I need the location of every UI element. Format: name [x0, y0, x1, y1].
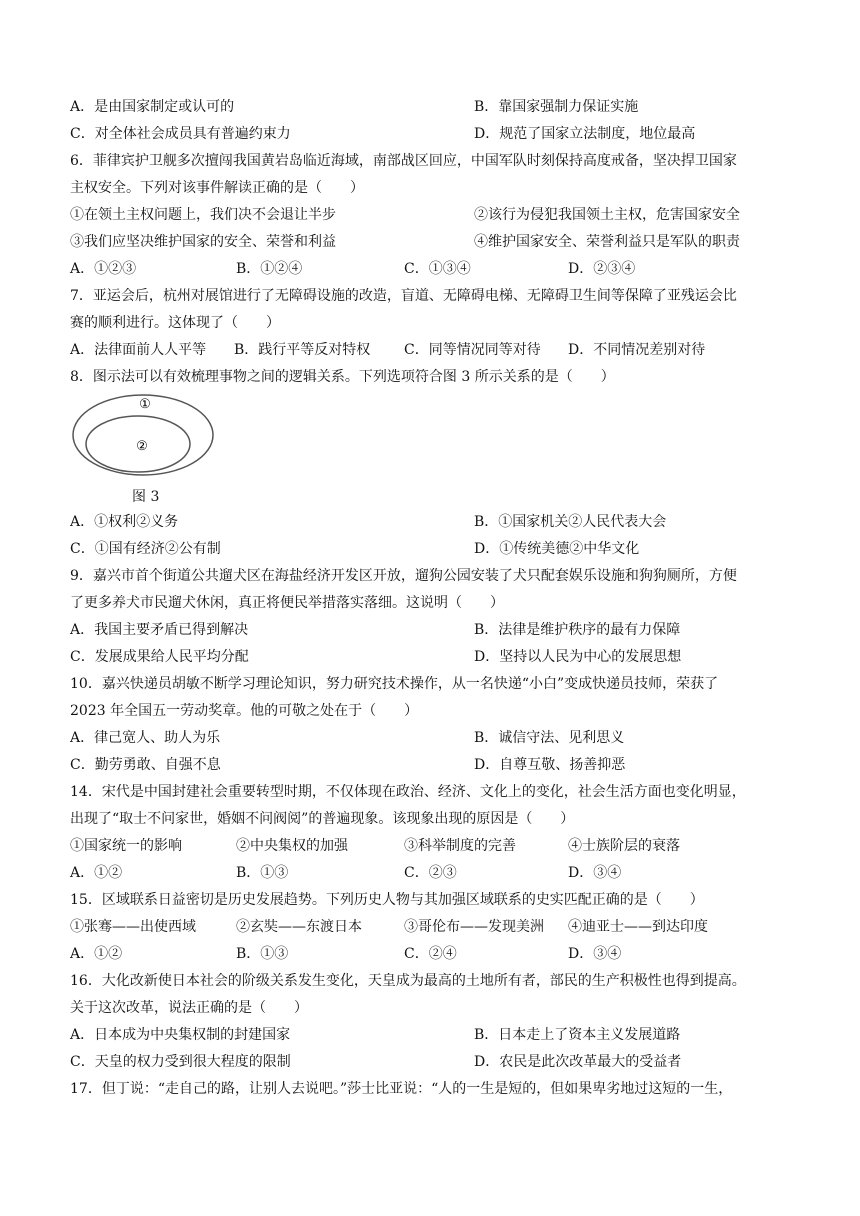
q6-statement-row-2	[70, 232, 740, 252]
q6-option-c: C．①③④	[404, 261, 471, 277]
q9-option-b: B．法律是维护秩序的最有力保障	[474, 622, 681, 638]
q6-stem-line-2: 主权安全。下列对该事件解读正确的是（ ）	[70, 180, 364, 196]
q5-option-b: B．靠国家强制力保证实施	[474, 99, 639, 115]
q9-option-d: D．坚持以人民为中心的发展思想	[474, 649, 682, 665]
q7-options	[70, 340, 706, 360]
q16-option-b: B．日本走上了资本主义发展道路	[474, 1027, 681, 1043]
q10-stem-line-1: 10．嘉兴快递员胡敏不断学习理论知识，努力研究技术操作，从一名快递“小白”变成快递员技师，荣获了	[70, 676, 719, 692]
q15-option-b: B．①③	[236, 946, 289, 962]
q7-stem-line-1: 7．亚运会后，杭州对展馆进行了无障碍设施的改造，盲道、无障碍电梯、无障碍卫生间等保障了亚残运会比	[70, 288, 737, 304]
q10-stem-line-2: 2023 年全国五一劳动奖章。他的可敬之处在于（ ）	[70, 703, 419, 719]
q15-statement-4: ④迪亚士——到达印度	[568, 919, 708, 935]
q8-option-row-1	[70, 512, 667, 532]
q5-option-c: C．对全体社会成员具有普遍约束力	[70, 126, 291, 142]
q10-option-row-1	[70, 728, 625, 748]
q14-option-a: A．①②	[70, 865, 123, 881]
q10-option-a: A．律己宽人、助人为乐	[70, 730, 221, 746]
q6-option-a: A．①②③	[70, 261, 137, 277]
q15-option-c: C．②④	[404, 946, 457, 962]
q9-stem-line-1: 9．嘉兴市首个街道公共遛犬区在海盐经济开发区开放，遛狗公园安装了犬只配套娱乐设施和狗狗厕所，方便	[70, 568, 737, 584]
q15-option-d: D．③④	[568, 946, 622, 962]
figure-label-inner: ②	[136, 439, 148, 454]
q16-option-d: D．农民是此次改革最大的受益者	[474, 1054, 682, 1070]
q17-stem-line-1: 17．但丁说：“走自己的路，让别人去说吧。”莎士比亚说：“人的一生是短的，但如果卑劣地过这短的一生，	[70, 1081, 733, 1097]
q14-option-b: B．①③	[236, 865, 289, 881]
q7-option-a: A．法律面前人人平等	[70, 342, 207, 358]
q15-options	[70, 944, 622, 964]
q9-stem-line-2: 了更多养犬市民遛犬休闲，真正将便民举措落实落细。这说明（ ）	[70, 595, 504, 611]
q14-option-c: C．②③	[404, 865, 457, 881]
q5-option-d: D．规范了国家立法制度，地位最高	[474, 126, 696, 142]
figure-label-outer: ①	[139, 397, 151, 412]
q9-option-a: A．我国主要矛盾已得到解决	[70, 622, 249, 638]
q7-option-c: C．同等情况同等对待	[404, 342, 541, 358]
q14-options	[70, 863, 622, 883]
q16-option-a: A．日本成为中央集权制的封建国家	[70, 1027, 291, 1043]
q16-option-row-1	[70, 1025, 681, 1045]
q6-statement-1: ①在领土主权问题上，我们决不会退让半步	[70, 207, 336, 223]
q6-option-d: D．②③④	[568, 261, 636, 277]
q16-option-row-2	[70, 1052, 682, 1072]
q15-option-a: A．①②	[70, 946, 123, 962]
q6-stem-line-1: 6．菲律宾护卫舰多次擅闯我国黄岩岛临近海域，南部战区回应，中国军队时刻保持高度戒备，坚决捍卫国家	[70, 153, 737, 169]
q8-option-d: D．①传统美德②中华文化	[474, 541, 640, 557]
q9-option-c: C．发展成果给人民平均分配	[70, 649, 249, 665]
q7-option-b: B．践行平等反对特权	[234, 342, 371, 358]
q6-statement-2: ②该行为侵犯我国领土主权，危害国家安全	[474, 207, 740, 223]
q14-option-d: D．③④	[568, 865, 622, 881]
q15-statement-1: ①张骞——出使西域	[70, 919, 196, 935]
q15-statement-3: ③哥伦布——发现美洲	[404, 919, 544, 935]
q14-stem-line-1: 14．宋代是中国封建社会重要转型时期，不仅体现在政治、经济、文化上的变化，社会生活方面也变化明显，	[70, 784, 746, 800]
q6-statement-row-1	[70, 205, 740, 225]
q7-stem-line-2: 赛的顺利进行。这体现了（ ）	[70, 315, 280, 331]
q15-stem-line-1: 15．区域联系日益密切是历史发展趋势。下列历史人物与其加强区域联系的史实匹配正确的是（ ）	[70, 892, 704, 908]
q14-stem-line-2: 出现了“取士不问家世，婚姻不问阀阅”的普遍现象。该现象出现的原因是（ ）	[70, 811, 575, 827]
q8-option-row-2	[70, 539, 640, 559]
q16-option-c: C．天皇的权力受到很大程度的限制	[70, 1054, 291, 1070]
q5-option-row-1	[70, 97, 639, 117]
q16-stem-line-1: 16．大化改新使日本社会的阶级关系发生变化，天皇成为最高的土地所有者，部民的生产积极性也得到提高。	[70, 973, 746, 989]
q9-option-row-2	[70, 647, 682, 667]
q15-statements	[70, 917, 708, 937]
q8-option-a: A．①权利②义务	[70, 514, 179, 530]
q6-statement-4: ④维护国家安全、荣誉利益只是军队的职责	[474, 234, 740, 250]
q5-option-a: A．是由国家制定或认可的	[70, 99, 235, 115]
q16-stem-line-2: 关于这次改革，说法正确的是（ ）	[70, 1000, 308, 1016]
q7-option-d: D．不同情况差别对待	[568, 342, 706, 358]
q6-option-b: B．①②④	[236, 261, 303, 277]
q5-option-row-2	[70, 124, 696, 144]
q9-option-row-1	[70, 620, 681, 640]
q14-statement-3: ③科举制度的完善	[404, 838, 516, 854]
venn-figure	[70, 392, 220, 478]
q10-option-row-2	[70, 755, 626, 775]
q14-statements	[70, 836, 680, 856]
q6-statement-3: ③我们应坚决维护国家的安全、荣誉和利益	[70, 234, 336, 250]
q8-stem-line-1: 8．图示法可以有效梳理事物之间的逻辑关系。下列选项符合图 3 所示关系的是（ ）	[70, 369, 615, 385]
q6-options	[70, 259, 636, 279]
q8-option-b: B．①国家机关②人民代表大会	[474, 514, 667, 530]
q14-statement-2: ②中央集权的加强	[236, 838, 348, 854]
q10-option-b: B．诚信守法、见利思义	[474, 730, 625, 746]
q10-option-c: C．勤劳勇敢、自强不息	[70, 757, 221, 773]
q15-statement-2: ②玄奘——东渡日本	[236, 919, 362, 935]
q14-statement-1: ①国家统一的影响	[70, 838, 182, 854]
q14-statement-4: ④士族阶层的衰落	[568, 838, 680, 854]
q8-option-c: C．①国有经济②公有制	[70, 541, 221, 557]
figure-caption: 图 3	[132, 489, 160, 505]
q10-option-d: D．自尊互敬、扬善抑恶	[474, 757, 626, 773]
